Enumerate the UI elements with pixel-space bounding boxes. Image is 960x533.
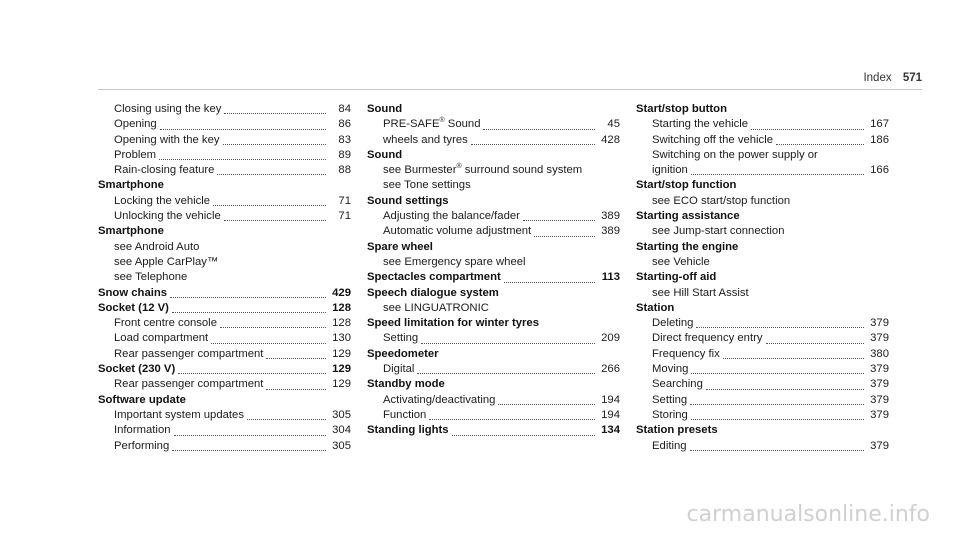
index-heading xyxy=(367,148,620,163)
page-ref: 428 xyxy=(601,133,620,146)
entry-text: Adjusting the balance/fader xyxy=(383,210,520,223)
entry-text: Start/stop function xyxy=(636,179,737,192)
page-ref: 429 xyxy=(332,286,351,299)
index-subentry xyxy=(367,393,620,408)
page-ref: 379 xyxy=(870,408,889,421)
index-heading xyxy=(636,240,889,255)
entry-text: Standing lights xyxy=(367,424,449,437)
index-subentry xyxy=(98,148,351,163)
page-ref: 84 xyxy=(338,103,351,115)
index-label: Index xyxy=(863,72,892,84)
dot-leader xyxy=(690,403,864,405)
page-ref: 89 xyxy=(338,148,351,161)
entry-text: Moving xyxy=(652,363,689,376)
page-ref: 128 xyxy=(332,301,351,314)
index-heading xyxy=(98,286,351,301)
entry-text: Locking the vehicle xyxy=(114,194,211,207)
index-subentry xyxy=(636,377,889,392)
index-subentry xyxy=(98,270,351,285)
page-ref: 379 xyxy=(870,363,889,376)
dot-leader xyxy=(690,449,864,451)
dot-leader xyxy=(247,418,326,420)
index-subentry xyxy=(98,194,351,209)
index-heading xyxy=(636,178,889,193)
entry-text: Speech dialogue system xyxy=(367,286,499,299)
index-heading xyxy=(98,178,351,193)
dot-leader xyxy=(172,449,326,451)
index-subentry xyxy=(636,331,889,346)
index-subentry xyxy=(636,163,889,178)
dot-leader xyxy=(452,434,595,436)
index-subentry xyxy=(636,347,889,362)
dot-leader xyxy=(751,128,864,130)
dot-leader xyxy=(691,418,864,420)
page-ref: 129 xyxy=(332,378,351,391)
page-header xyxy=(863,72,922,84)
page-ref: 194 xyxy=(601,408,620,421)
dot-leader xyxy=(224,219,326,221)
dot-leader xyxy=(172,311,326,313)
entry-text: Smartphone xyxy=(98,225,164,238)
index-subentry xyxy=(98,133,351,148)
index-heading xyxy=(367,347,620,362)
index-subentry xyxy=(98,439,351,454)
entry-text: Station presets xyxy=(636,424,718,437)
index-heading xyxy=(98,224,351,239)
page-ref: 379 xyxy=(870,439,889,452)
dot-leader xyxy=(220,326,326,328)
entry-text: see Android Auto xyxy=(114,240,200,253)
entry-text: Smartphone xyxy=(98,179,164,192)
index-heading xyxy=(636,102,889,117)
index-subentry xyxy=(636,362,889,377)
index-subentry xyxy=(98,117,351,132)
dot-leader xyxy=(211,342,326,344)
index-subentry xyxy=(98,209,351,224)
index-subentry xyxy=(636,194,889,209)
index-subentry xyxy=(636,439,889,454)
entry-text: Sound xyxy=(367,148,403,161)
page-ref: 305 xyxy=(332,439,351,452)
index-subentry xyxy=(367,133,620,148)
entry-text: Searching xyxy=(652,378,703,391)
entry-text-cont: surround sound system xyxy=(461,164,583,177)
page-ref: 379 xyxy=(870,317,889,330)
entry-text: Opening with the key xyxy=(114,133,220,146)
index-heading xyxy=(636,270,889,285)
dot-leader xyxy=(504,281,595,283)
index-subentry xyxy=(367,362,620,377)
dot-leader xyxy=(534,235,595,237)
page-ref: 71 xyxy=(338,210,351,223)
dot-leader xyxy=(224,112,326,114)
index-heading xyxy=(367,423,620,438)
page-ref: 186 xyxy=(870,133,889,146)
dot-leader xyxy=(213,204,326,206)
index-heading xyxy=(367,102,620,117)
entry-text: see Emergency spare wheel xyxy=(383,255,526,268)
entry-text: Starting the vehicle xyxy=(652,118,749,131)
page-ref: 83 xyxy=(338,133,351,146)
entry-text: Socket (230 V) xyxy=(98,363,176,376)
entry-text: Opening xyxy=(114,118,157,131)
dot-leader xyxy=(471,143,595,145)
page-ref: 86 xyxy=(338,118,351,131)
entry-text: Starting-off aid xyxy=(636,271,717,284)
entry-text: Starting the engine xyxy=(636,240,739,253)
page-ref: 71 xyxy=(338,194,351,207)
index-subentry xyxy=(98,163,351,178)
page-ref: 266 xyxy=(601,363,620,376)
index-heading xyxy=(98,362,351,377)
index-heading xyxy=(367,240,620,255)
header-rule xyxy=(98,89,922,90)
entry-text: Closing using the key xyxy=(114,103,222,115)
dot-leader xyxy=(776,143,864,145)
registered-mark: ® xyxy=(439,117,445,125)
entry-text: Rain-closing feature xyxy=(114,164,215,177)
index-subentry xyxy=(367,224,620,239)
index-heading xyxy=(367,194,620,209)
index-subentry xyxy=(636,133,889,148)
entry-text: Deleting xyxy=(652,317,694,330)
entry-text: Sound xyxy=(367,103,403,115)
index-subentry xyxy=(636,408,889,423)
dot-leader xyxy=(766,342,864,344)
entry-text: Function xyxy=(383,408,427,421)
index-subentry xyxy=(636,286,889,301)
index-subentry xyxy=(367,301,620,316)
dot-leader xyxy=(178,372,326,374)
index-heading xyxy=(367,316,620,331)
entry-text: Socket (12 V) xyxy=(98,301,169,314)
page-ref: 113 xyxy=(601,271,620,284)
entry-text: Sound settings xyxy=(367,194,449,207)
entry-text: Station xyxy=(636,301,675,314)
index-subentry xyxy=(367,331,620,346)
index-subentry xyxy=(98,331,351,346)
entry-text: Standby mode xyxy=(367,378,445,391)
index-subentry xyxy=(98,423,351,438)
entry-text-cont: Sound xyxy=(444,118,481,131)
dot-leader xyxy=(217,173,326,175)
page-ref: 379 xyxy=(870,393,889,406)
dot-leader xyxy=(417,372,595,374)
entry-text: Rear passenger compartment xyxy=(114,347,264,360)
watermark: carmanualsonline.info xyxy=(686,502,930,527)
page-ref: 167 xyxy=(870,118,889,131)
entry-text: Spectacles compartment xyxy=(367,271,501,284)
index-heading xyxy=(367,270,620,285)
index-subentry xyxy=(367,178,620,193)
dot-leader xyxy=(523,219,595,221)
index-subentry xyxy=(98,347,351,362)
entry-text: Storing xyxy=(652,408,688,421)
index-heading xyxy=(636,209,889,224)
page-ref: 209 xyxy=(601,332,620,345)
entry-text: Frequency fix xyxy=(652,347,720,360)
entry-text: PRE-SAFE xyxy=(383,118,440,131)
entry-text: see Hill Start Assist xyxy=(652,286,749,299)
dot-leader xyxy=(483,128,595,130)
dot-leader xyxy=(696,326,864,328)
index-subentry xyxy=(98,255,351,270)
index-subentry xyxy=(636,393,889,408)
dot-leader xyxy=(421,342,595,344)
page-ref: 304 xyxy=(332,424,351,437)
entry-text: Digital xyxy=(383,363,415,376)
dot-leader xyxy=(223,143,326,145)
entry-text: Switching off the vehicle xyxy=(652,133,773,146)
entry-text: wheels and tyres xyxy=(383,133,468,146)
page-ref: 166 xyxy=(870,164,889,177)
index-subentry xyxy=(367,117,620,132)
index-subentry xyxy=(367,209,620,224)
entry-text: see Jump-start connection xyxy=(652,225,785,238)
page-ref: 194 xyxy=(601,393,620,406)
entry-text: Automatic volume adjustment xyxy=(383,225,532,238)
entry-text: Performing xyxy=(114,439,170,452)
page-ref: 45 xyxy=(607,118,620,131)
dot-leader xyxy=(723,357,864,359)
index-subentry xyxy=(367,408,620,423)
page-ref: 130 xyxy=(332,332,351,345)
index-subentry xyxy=(367,255,620,270)
index-subentry xyxy=(636,148,889,163)
dot-leader xyxy=(266,357,326,359)
entry-text: Spare wheel xyxy=(367,240,433,253)
dot-leader xyxy=(170,296,326,298)
index-column-3 xyxy=(636,102,889,454)
entry-text: ignition xyxy=(652,164,688,177)
index-subentry xyxy=(98,408,351,423)
page-ref: 305 xyxy=(332,408,351,421)
index-heading xyxy=(636,423,889,438)
dot-leader xyxy=(160,128,326,130)
index-subentry xyxy=(98,316,351,331)
dot-leader xyxy=(706,388,864,390)
entry-text: Information xyxy=(114,424,171,437)
dot-leader xyxy=(174,434,326,436)
entry-text: see Telephone xyxy=(114,271,188,284)
index-subentry xyxy=(636,117,889,132)
page-ref: 379 xyxy=(870,378,889,391)
entry-text: Direct frequency entry xyxy=(652,332,763,345)
entry-text: Start/stop button xyxy=(636,103,727,115)
entry-text: see Vehicle xyxy=(652,255,710,268)
registered-mark: ® xyxy=(456,163,462,171)
page-ref: 134 xyxy=(601,424,620,437)
page-ref: 128 xyxy=(332,317,351,330)
entry-text: Front centre console xyxy=(114,317,217,330)
dot-leader xyxy=(159,158,326,160)
index-subentry xyxy=(636,316,889,331)
index-subentry xyxy=(636,224,889,239)
entry-text: Snow chains xyxy=(98,286,168,299)
entry-text: Setting xyxy=(652,393,688,406)
page-ref: 380 xyxy=(870,347,889,360)
dot-leader xyxy=(691,173,864,175)
entry-text: see LINGUATRONIC xyxy=(383,301,489,314)
entry-text: Software update xyxy=(98,393,186,406)
page-number: 571 xyxy=(902,72,922,84)
entry-text: Switching on the power supply or xyxy=(652,148,818,161)
dot-leader xyxy=(266,388,326,390)
entry-text: see ECO start/stop function xyxy=(652,194,791,207)
index-subentry xyxy=(636,255,889,270)
dot-leader xyxy=(429,418,595,420)
index-heading xyxy=(367,377,620,392)
entry-text: Setting xyxy=(383,332,419,345)
entry-text: Load compartment xyxy=(114,332,209,345)
entry-text: Starting assistance xyxy=(636,210,740,223)
page-ref: 379 xyxy=(870,332,889,345)
index-column-2 xyxy=(367,102,620,439)
index-subentry xyxy=(98,102,351,117)
dot-leader xyxy=(498,403,595,405)
index-heading xyxy=(636,301,889,316)
entry-text: Rear passenger compartment xyxy=(114,378,264,391)
page-ref: 389 xyxy=(601,225,620,238)
index-heading xyxy=(367,286,620,301)
page-ref: 129 xyxy=(332,347,351,360)
page-ref: 389 xyxy=(601,210,620,223)
entry-text: Unlocking the vehicle xyxy=(114,210,221,223)
entry-text: see Burmester xyxy=(383,164,457,177)
page-ref: 88 xyxy=(338,164,351,177)
entry-text: Important system updates xyxy=(114,408,244,421)
index-subentry xyxy=(98,240,351,255)
entry-text: see Tone settings xyxy=(383,179,471,192)
index-heading xyxy=(98,301,351,316)
index-subentry xyxy=(98,377,351,392)
entry-text: Activating/deactivating xyxy=(383,393,496,406)
entry-text: see Apple CarPlay™ xyxy=(114,255,219,268)
entry-text: Speed limitation for winter tyres xyxy=(367,317,539,330)
entry-text: Editing xyxy=(652,439,687,452)
dot-leader xyxy=(691,372,864,374)
page-ref: 129 xyxy=(332,363,351,376)
entry-text: Problem xyxy=(114,148,157,161)
index-column-1 xyxy=(98,102,351,454)
index-subentry xyxy=(367,163,620,178)
index-heading xyxy=(98,393,351,408)
entry-text: Speedometer xyxy=(367,347,439,360)
